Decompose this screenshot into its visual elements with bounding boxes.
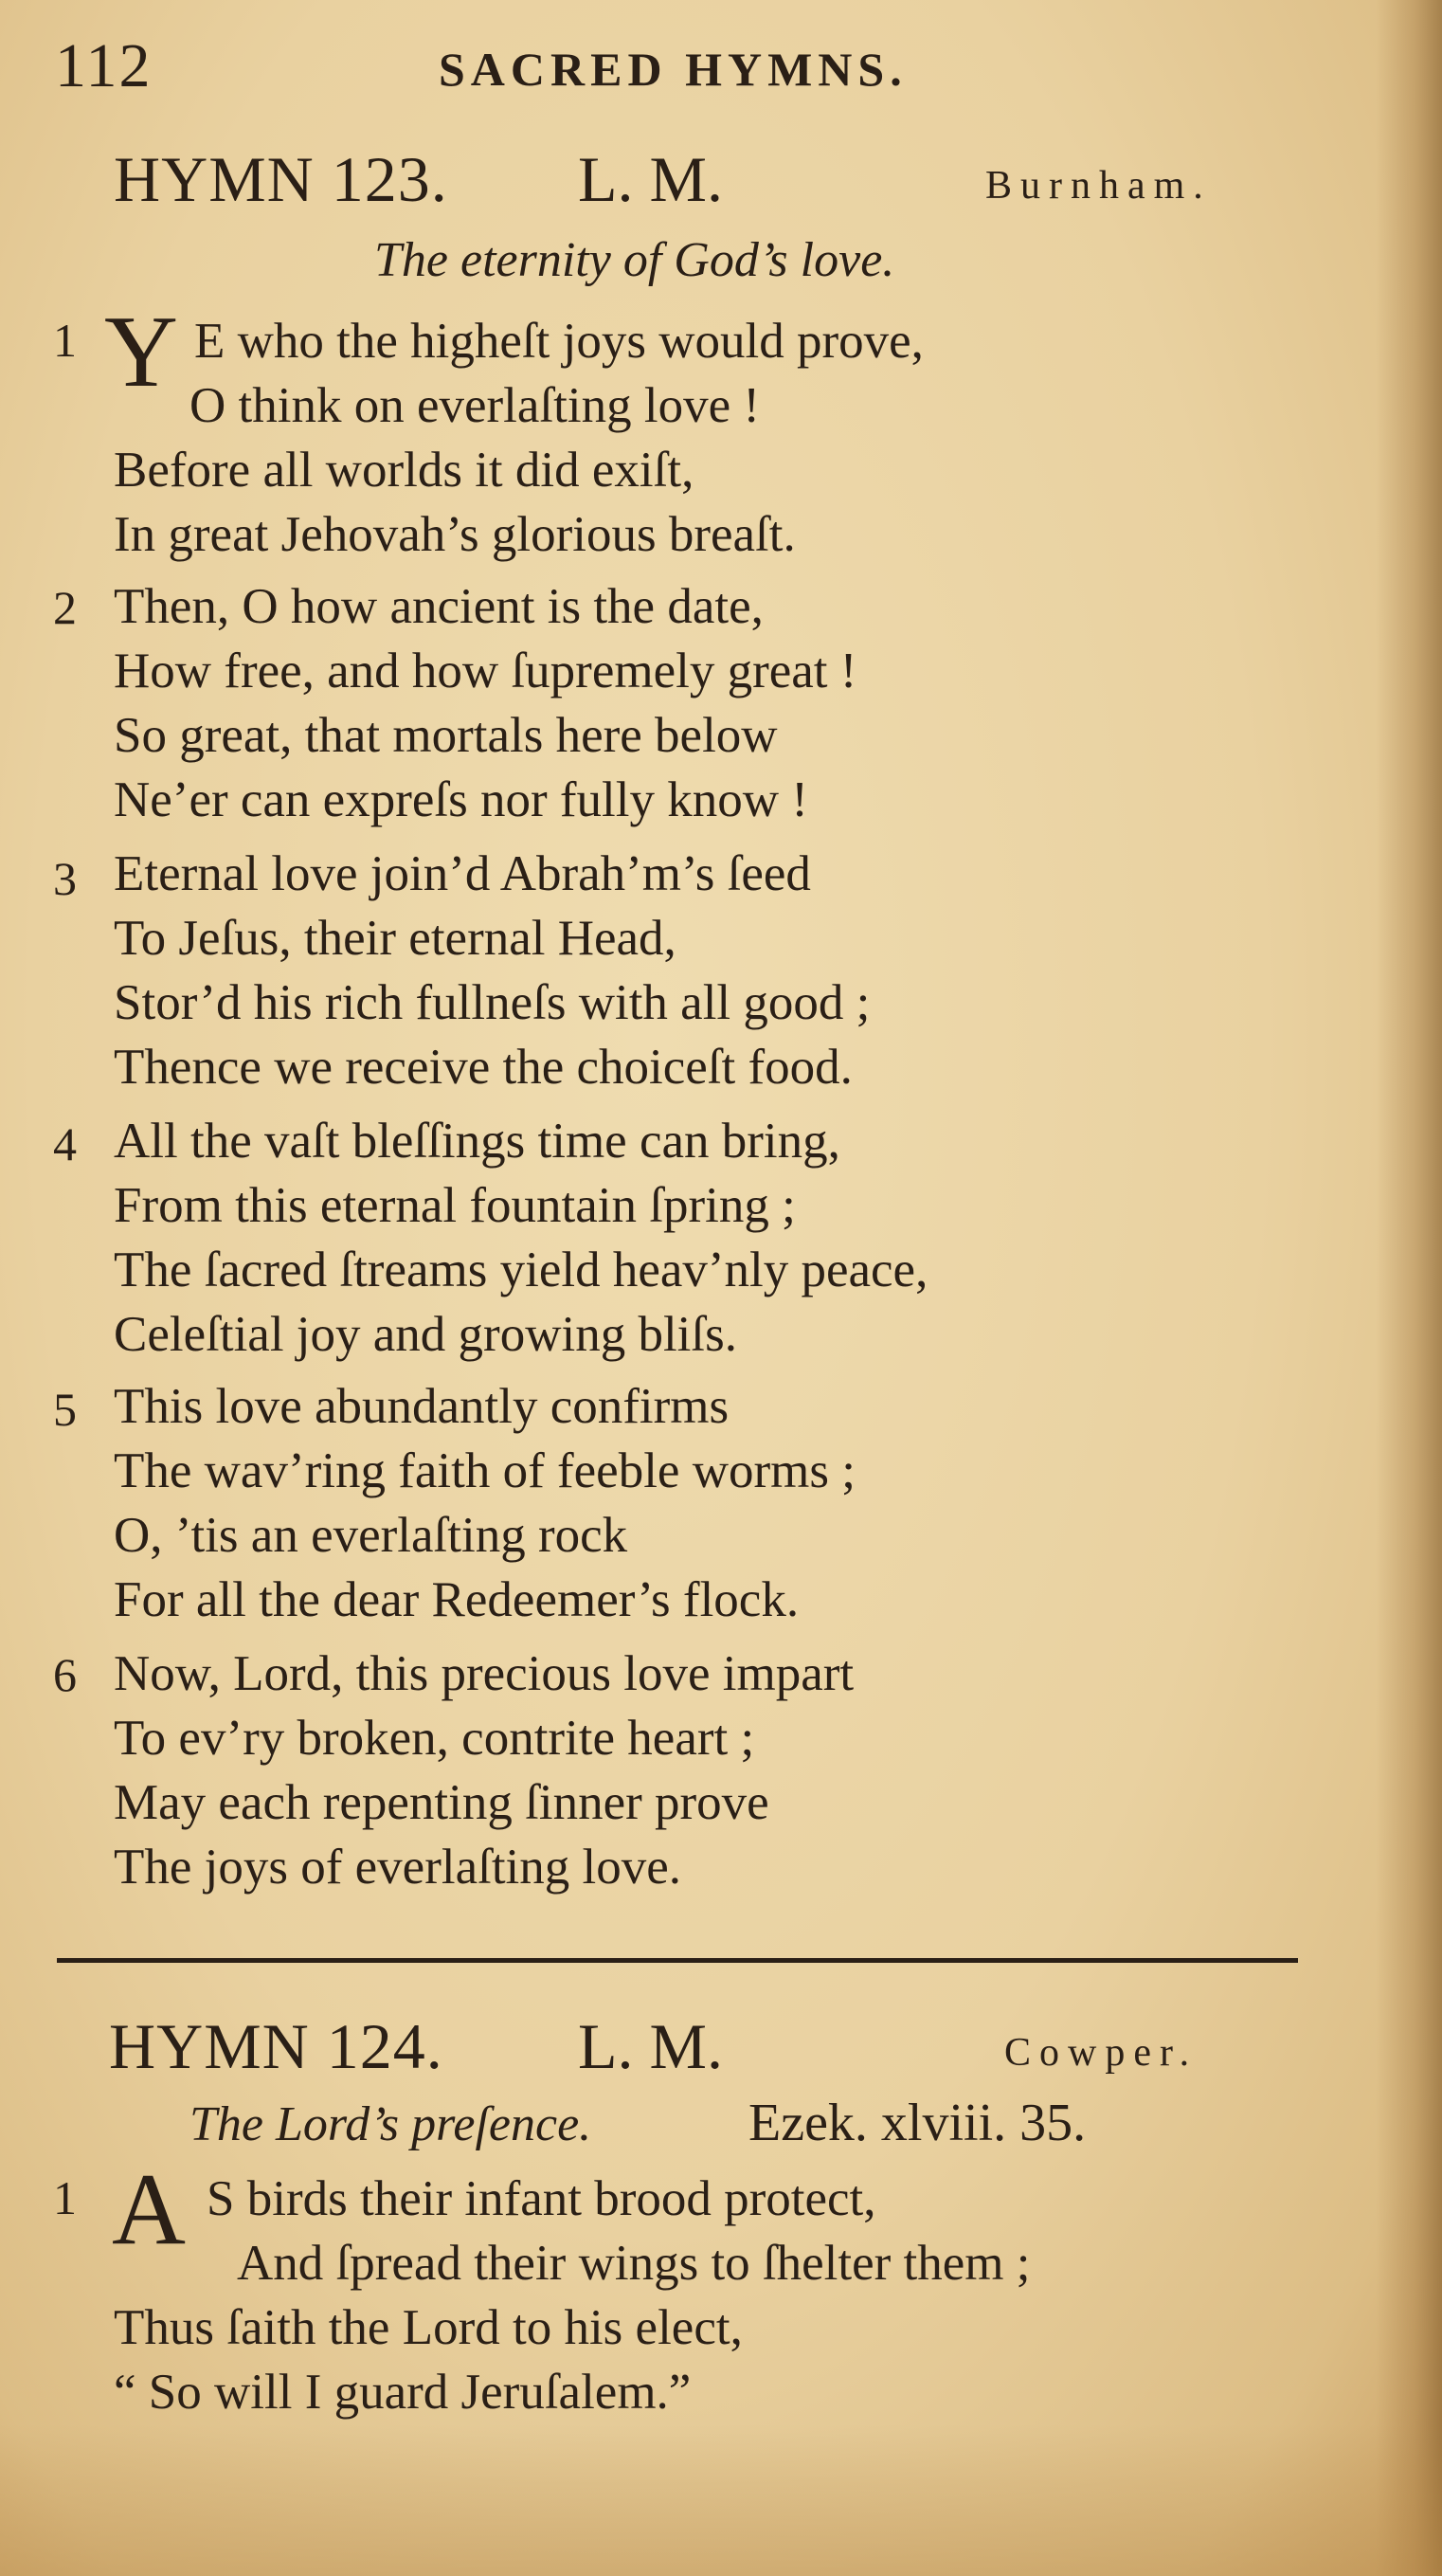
verse-number: 4: [53, 1117, 77, 1170]
verse-line: All the vaſt bleſſings time can bring,: [114, 1114, 840, 1169]
scripture-reference: Ezek. xlviii. 35.: [748, 2094, 1087, 2152]
verse-line: The joys of everlaſting love.: [114, 1840, 682, 1895]
hymn-tune: Burnham.: [985, 164, 1212, 208]
page-edge-shadow: [1376, 0, 1442, 2576]
hymn-separator-rule: [57, 1958, 1298, 1963]
verse-line: This love abundantly confirms: [114, 1379, 730, 1434]
verse-line: To Jeſus, their eternal Head,: [114, 911, 676, 966]
running-title: SACRED HYMNS.: [439, 43, 908, 96]
verse-line: O, ’tis an everlaſting rock: [114, 1508, 628, 1563]
verse-line: The wav’ring faith of feeble worms ;: [114, 1443, 856, 1498]
verse-line: E who the higheſt joys would prove,: [194, 314, 924, 369]
verse-number: 1: [53, 2171, 77, 2224]
verse-line: Eternal love join’d Abrah’m’s ſeed: [114, 846, 811, 901]
verse-number: 3: [53, 852, 77, 905]
verse-line: For all the dear Redeemer’s flock.: [114, 1572, 800, 1627]
running-head: [55, 30, 1002, 106]
hymn-subtitle: The eternity of God’s love.: [374, 233, 895, 287]
verse-line: May each repenting ſinner prove: [114, 1775, 769, 1830]
hymn-subtitle: The Lord’s preſence.: [189, 2097, 592, 2151]
verse-line: Thus ſaith the Lord to his elect,: [114, 2300, 743, 2355]
hymn-number: HYMN 123.: [114, 143, 448, 215]
verse-line: The ſacred ſtreams yield heav’nly peace,: [114, 1243, 928, 1297]
verse-line: Celeſtial joy and growing bliſs.: [114, 1307, 737, 1362]
verse-line: Then, O how ancient is the date,: [114, 579, 764, 634]
verse-line: Thence we receive the choiceſt food.: [114, 1040, 853, 1095]
verse-line: From this eternal fountain ſpring ;: [114, 1178, 796, 1233]
page-number: 112: [55, 31, 153, 100]
verse-number: 2: [53, 581, 77, 634]
verse-line: To ev’ry broken, contrite heart ;: [114, 1711, 755, 1766]
verse-line: Stor’d his rich fullneſs with all good ;: [114, 975, 871, 1030]
verse-line: In great Jehovah’s glorious breaſt.: [114, 507, 796, 562]
verse-number: 5: [53, 1383, 77, 1436]
hymn-header: [114, 142, 1279, 218]
hymn-header: [109, 2009, 1284, 2085]
verse-line: Ne’er can expreſs nor fully know !: [114, 772, 808, 827]
verse-number: 6: [53, 1648, 77, 1701]
verse-line: “ So will I guard Jeruſalem.”: [114, 2365, 692, 2420]
hymn-meter: L. M.: [578, 2010, 723, 2082]
drop-cap: Y: [104, 296, 178, 408]
verse-line: O think on everlaſting love !: [189, 378, 760, 433]
page-bottom-shading: [0, 2424, 1442, 2576]
verse-line: Now, Lord, this precious love impart: [114, 1646, 855, 1701]
verse-line: S birds their infant brood protect,: [207, 2171, 876, 2226]
hymn-tune: Cowper.: [1004, 2031, 1199, 2075]
hymn-number: HYMN 124.: [109, 2010, 443, 2082]
verse-line: So great, that mortals here below: [114, 708, 778, 763]
drop-cap: A: [112, 2153, 186, 2266]
verse-line: And ſpread their wings to ſhelter them ;: [237, 2236, 1031, 2291]
hymn-meter: L. M.: [578, 143, 723, 215]
verse-line: How free, and how ſupremely great !: [114, 644, 857, 698]
verse-line: Before all worlds it did exiſt,: [114, 443, 694, 498]
verse-number: 1: [53, 314, 77, 367]
